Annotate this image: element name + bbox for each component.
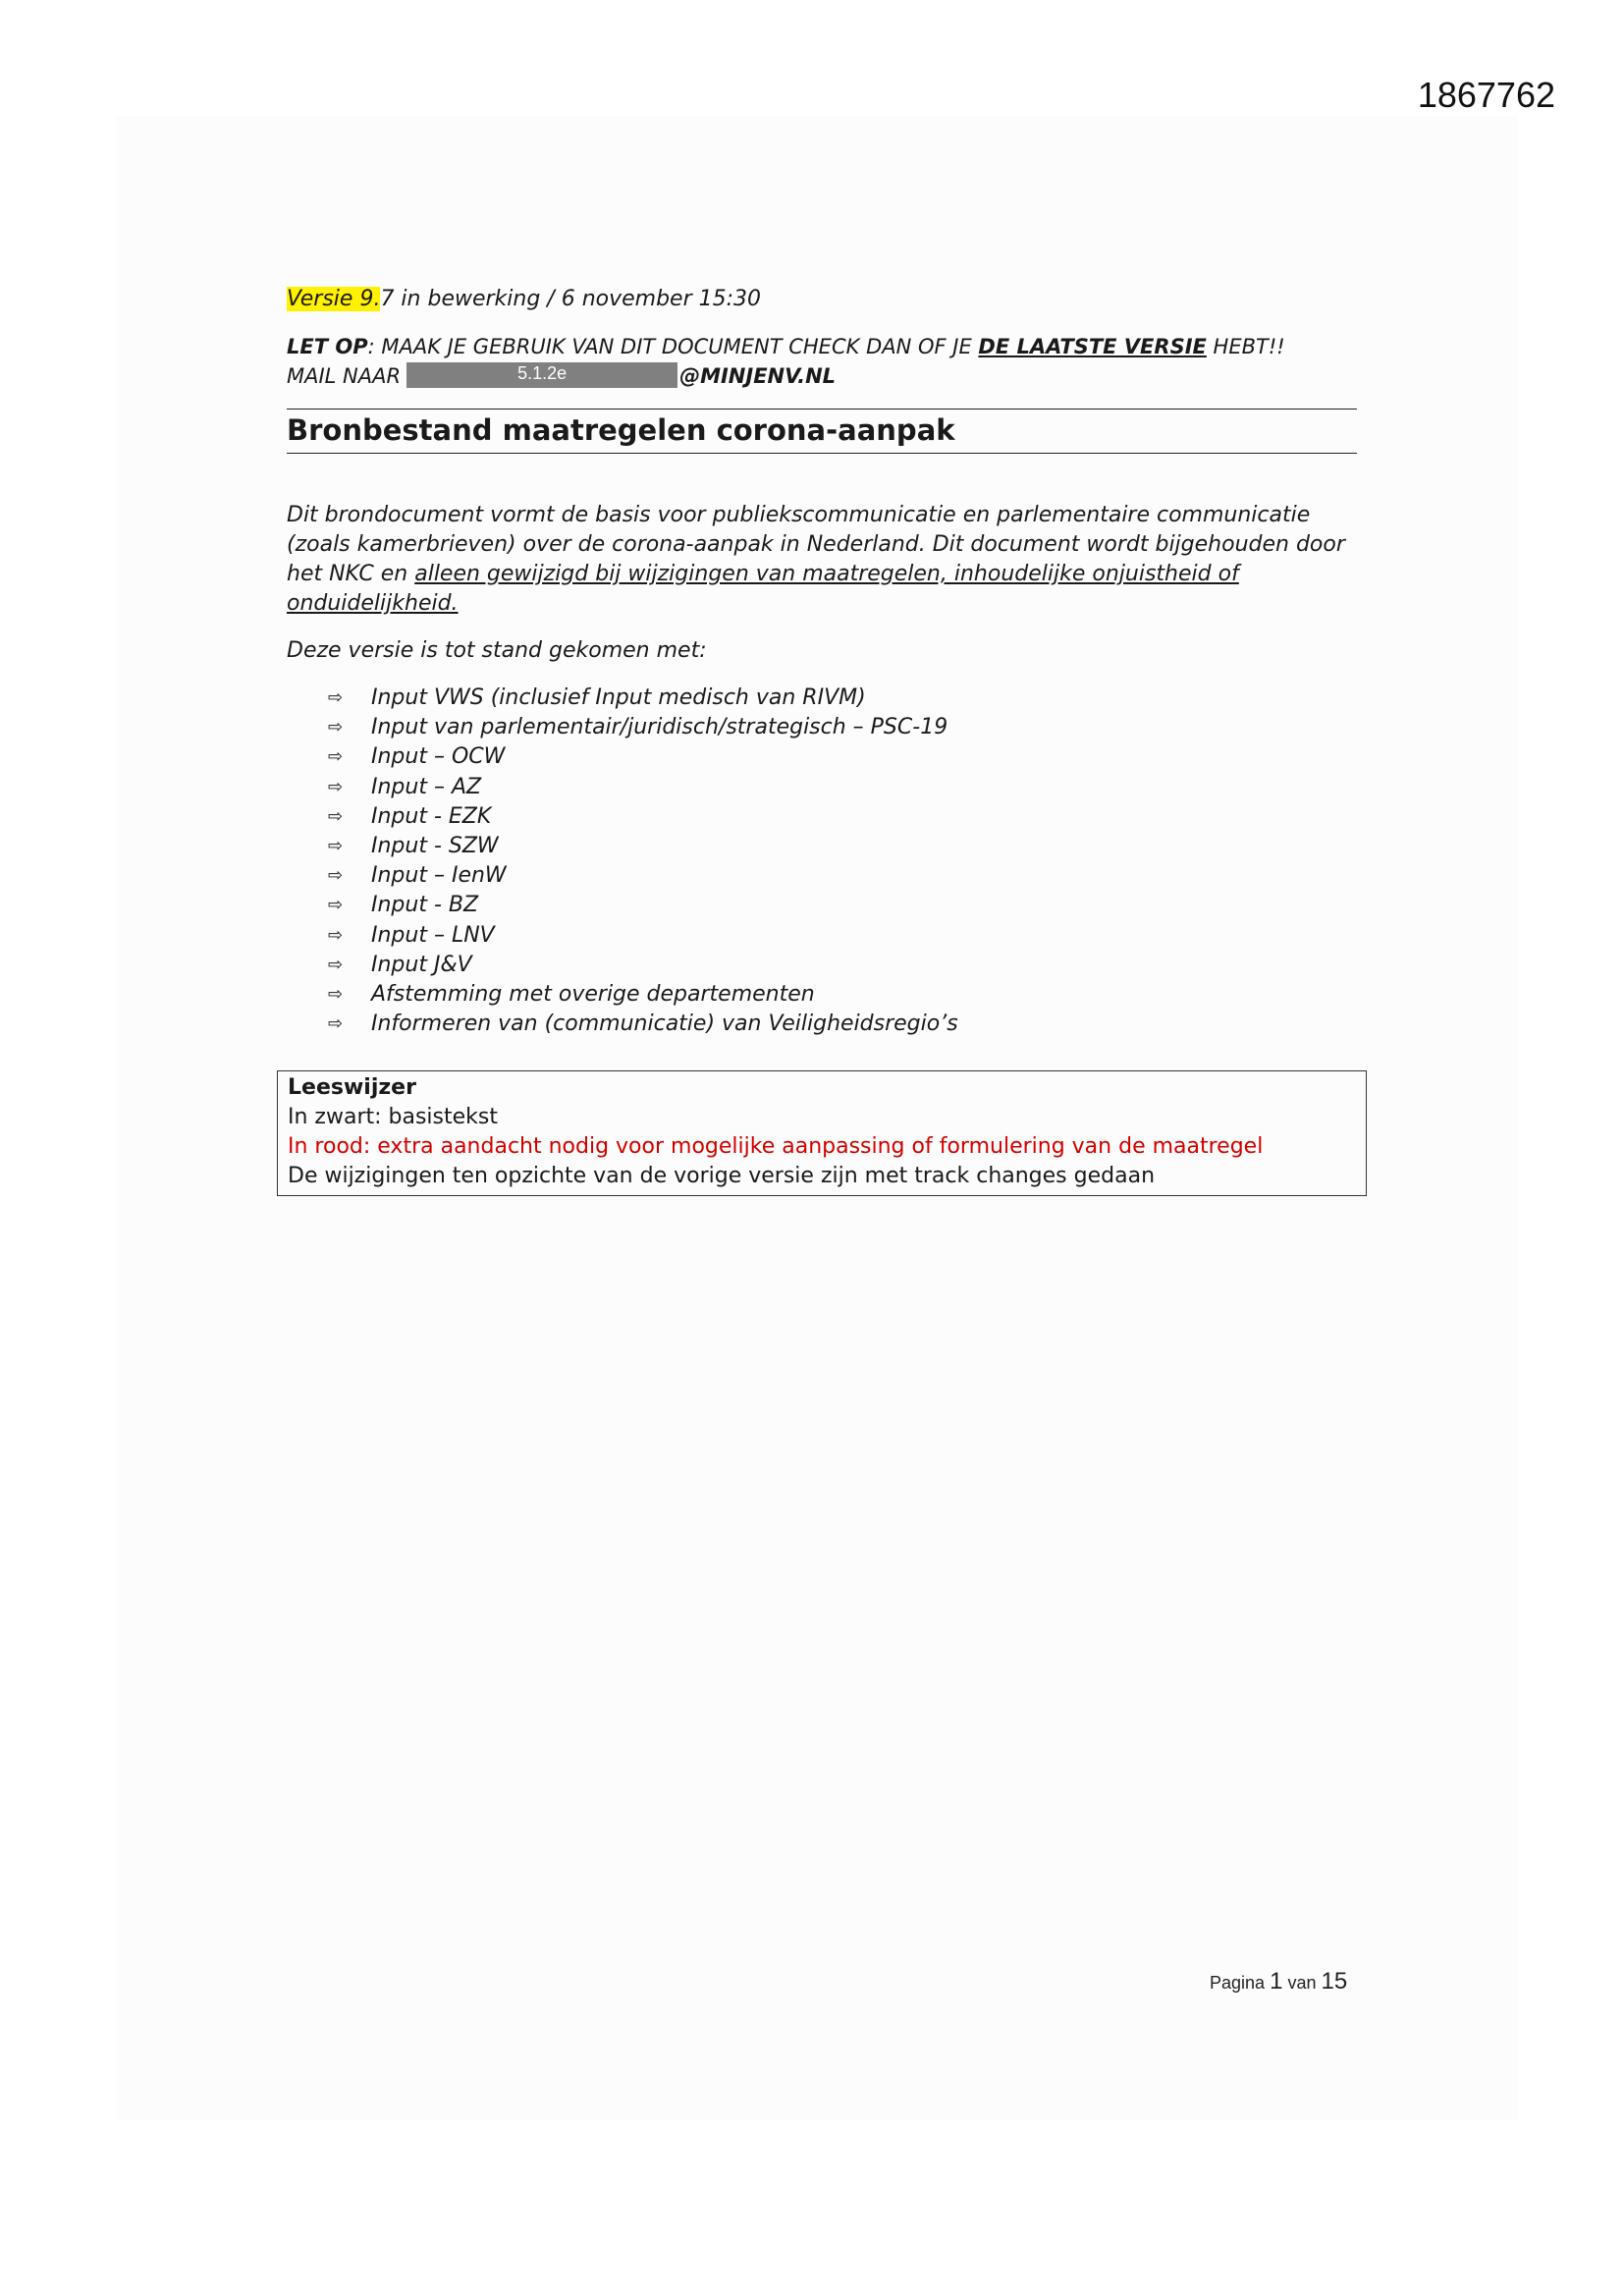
- arrow-icon: ⇨: [328, 984, 344, 1006]
- arrow-icon: ⇨: [328, 805, 344, 827]
- title-block: [287, 409, 1357, 454]
- leeswijzer-changes: De wijzigingen ten opzichte van de vorige versie zijn met track changes gedaan: [288, 1164, 1156, 1188]
- list-item: [328, 980, 1357, 1010]
- notice-line-1: [287, 332, 1357, 361]
- arrow-icon: ⇨: [328, 687, 344, 708]
- list-item-text: Input - SZW: [371, 834, 499, 859]
- footer-pagina: Pagina: [1210, 1973, 1266, 1993]
- arrow-icon: ⇨: [328, 717, 344, 738]
- list-item: [328, 921, 1357, 951]
- list-item-text: Input - BZ: [371, 893, 479, 918]
- list-item: [328, 713, 1357, 742]
- footer-total-pages: 15: [1321, 1968, 1348, 1995]
- list-item-text: Informeren van (communicatie) van Veiligheidsregio’s: [371, 1011, 958, 1037]
- document-title: Bronbestand maatregelen corona-aanpak: [287, 413, 955, 447]
- mail-prefix: MAIL NAAR: [287, 364, 402, 388]
- list-item: [328, 832, 1357, 861]
- list-item-text: Input – LNV: [371, 922, 495, 948]
- list-item: [328, 802, 1357, 832]
- intro-text: Dit brondocument vormt de basis voor publiekscommunicatie en parlementaire communicatie (zoals kamerbrieven) over de corona-aanpak in Nederland. Dit document wordt bijgehouden door het NKC en: [287, 503, 1345, 586]
- arrow-icon: ⇨: [328, 954, 344, 975]
- list-item: [328, 951, 1357, 980]
- version-status: 7 in bewerking / 6 november 15:30: [380, 287, 762, 311]
- sources-list: [287, 683, 1357, 1039]
- leeswijzer-black: In zwart: basistekst: [288, 1105, 498, 1129]
- notice-latest-version: DE LAATSTE VERSIE: [978, 335, 1207, 358]
- list-item: [328, 861, 1357, 891]
- list-item-text: Input - EZK: [371, 803, 492, 829]
- notice-letop: LET OP: [287, 335, 368, 358]
- version-highlight: Versie 9.: [287, 287, 381, 311]
- arrow-icon: ⇨: [328, 895, 344, 916]
- list-item-text: Input – OCW: [371, 744, 506, 770]
- redaction-box: 5.1.2e: [406, 362, 677, 388]
- list-item-text: Input J&V: [371, 952, 472, 977]
- list-item: [328, 683, 1357, 713]
- footer-page-number: 1: [1270, 1968, 1283, 1995]
- intro-paragraph: [287, 501, 1357, 619]
- version-line: [287, 285, 1357, 314]
- arrow-icon: ⇨: [328, 776, 344, 797]
- arrow-icon: ⇨: [328, 836, 344, 857]
- notice: [287, 332, 1357, 391]
- document-id: 1867762: [1417, 75, 1555, 115]
- notice-text: : MAAK JE GEBRUIK VAN DIT DOCUMENT CHECK DAN OF JE: [367, 335, 979, 358]
- intro-underlined: alleen gewijzigd bij wijzigingen van maatregelen, inhoudelijke onjuistheid of onduidelijkheid.: [287, 562, 1239, 616]
- leeswijzer-heading: Leeswijzer: [288, 1075, 416, 1100]
- list-item-text: Input VWS (inclusief Input medisch van RIVM): [371, 685, 866, 710]
- arrow-icon: ⇨: [328, 865, 344, 887]
- footer-van: van: [1287, 1973, 1317, 1993]
- mail-domain: @MINJENV.NL: [679, 364, 837, 388]
- list-item: [328, 891, 1357, 920]
- list-item-text: Input – AZ: [371, 774, 482, 799]
- page-footer: [1210, 1968, 1347, 1995]
- notice-end: HEBT!!: [1206, 335, 1285, 358]
- arrow-icon: ⇨: [328, 1013, 344, 1035]
- list-item: [328, 773, 1357, 802]
- sources-intro: Deze versie is tot stand gekomen met:: [287, 638, 707, 663]
- list-item-text: Input van parlementair/juridisch/strategisch – PSC-19: [371, 715, 948, 740]
- list-item-text: Input – IenW: [371, 863, 507, 889]
- arrow-icon: ⇨: [328, 746, 344, 768]
- list-item: [328, 1010, 1357, 1039]
- arrow-icon: ⇨: [328, 924, 344, 946]
- list-item: [328, 742, 1357, 772]
- page-content: [287, 285, 1357, 1039]
- list-item-text: Afstemming met overige departementen: [371, 982, 815, 1008]
- leeswijzer-box: [277, 1070, 1367, 1196]
- notice-line-2: [287, 361, 1357, 391]
- leeswijzer-red: In rood: extra aandacht nodig voor mogelijke aanpassing of formulering van de maatregel: [288, 1134, 1264, 1159]
